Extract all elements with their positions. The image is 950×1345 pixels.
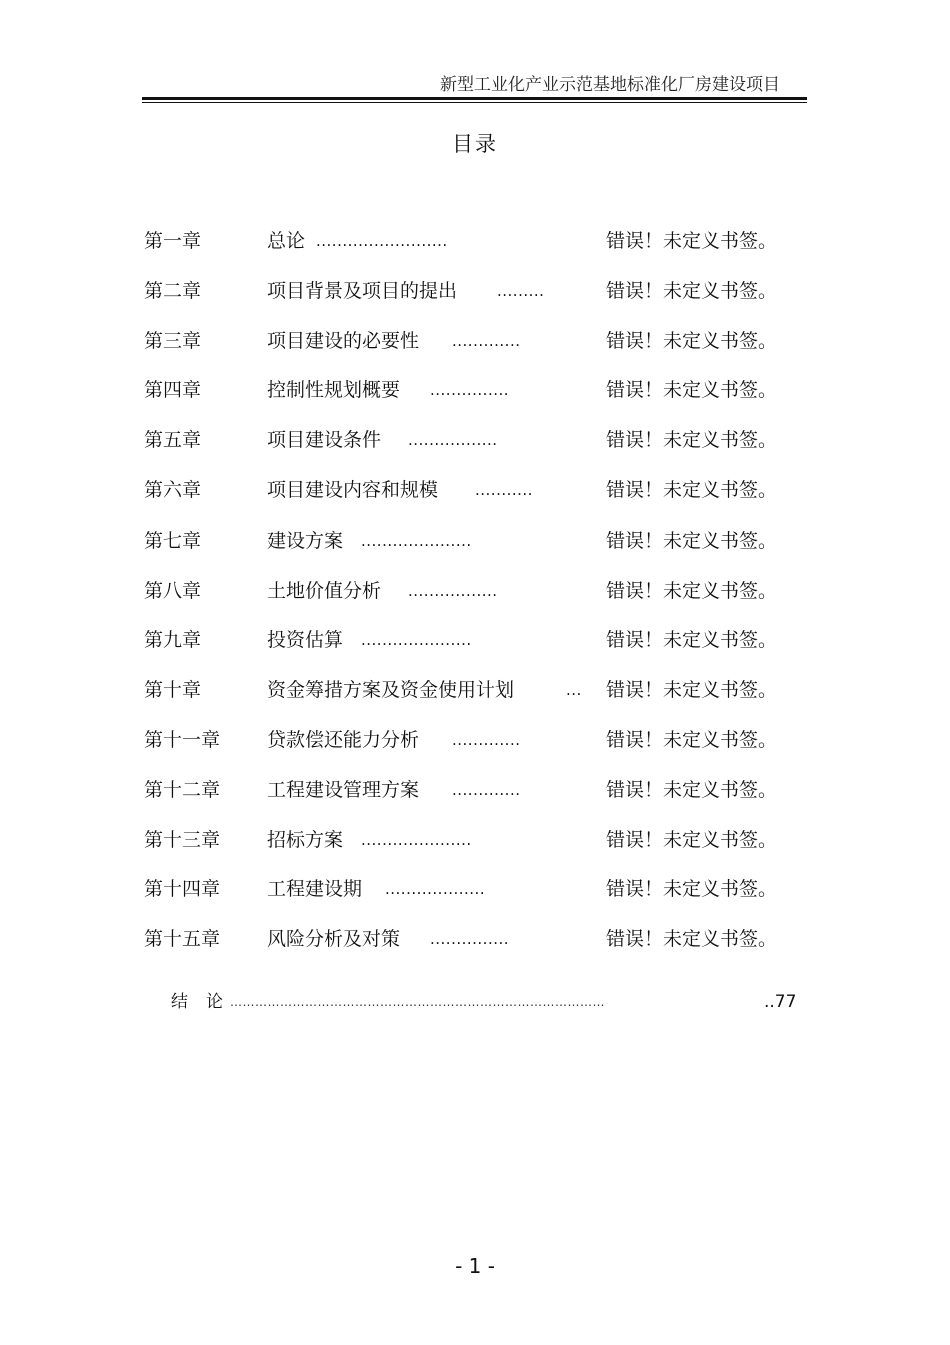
- toc-page-ref: 错误！未定义书签。: [606, 230, 778, 252]
- toc-page-ref: 错误！未定义书签。: [606, 479, 778, 501]
- toc-conclusion[interactable]: [0, 988, 950, 1016]
- toc-leader-dots: .....................: [361, 831, 472, 849]
- toc-chapter: 第二章: [144, 280, 202, 302]
- toc-chapter: 第九章: [144, 629, 202, 651]
- toc-leader-dots: .................: [408, 431, 498, 449]
- toc-entry-title: 风险分析及对策: [267, 928, 401, 950]
- toc-entry-title: 招标方案: [267, 829, 344, 851]
- toc-entry[interactable]: [0, 774, 950, 806]
- toc-chapter: 第七章: [144, 530, 202, 552]
- toc-page-ref: 错误！未定义书签。: [606, 429, 778, 451]
- toc-entry[interactable]: [0, 674, 950, 706]
- toc-leader-dots: ...............: [430, 930, 510, 948]
- footer-page-number: - 1 -: [455, 1254, 495, 1278]
- toc-chapter: 第六章: [144, 479, 202, 501]
- toc-leader-dots: .................: [408, 582, 498, 600]
- running-header-title: 新型工业化产业示范基地标准化厂房建设项目: [440, 75, 780, 95]
- toc-entry[interactable]: [0, 624, 950, 656]
- toc-leader-dots: .....................: [361, 631, 472, 649]
- toc-leader-dots: .........................: [316, 232, 448, 250]
- toc-chapter: 第十四章: [144, 878, 221, 900]
- toc-title: 目录: [452, 132, 498, 156]
- toc-entry[interactable]: [0, 724, 950, 756]
- toc-entry[interactable]: [0, 275, 950, 307]
- toc-entry[interactable]: [0, 575, 950, 607]
- toc-chapter: 第一章: [144, 230, 202, 252]
- toc-page-ref: 错误！未定义书签。: [606, 729, 778, 751]
- toc-page-ref: 错误！未定义书签。: [606, 928, 778, 950]
- toc-chapter: 第十三章: [144, 829, 221, 851]
- toc-entry[interactable]: [0, 424, 950, 456]
- conclusion-page-number: ..77: [764, 992, 797, 1012]
- toc-page-ref: 错误！未定义书签。: [606, 779, 778, 801]
- toc-entry-title: 投资估算: [267, 629, 344, 651]
- toc-leader-dots: .............: [452, 731, 521, 749]
- toc-leader-dots: .....................: [361, 532, 472, 550]
- toc-page-ref: 错误！未定义书签。: [606, 330, 778, 352]
- toc-page-ref: 错误！未定义书签。: [606, 530, 778, 552]
- toc-entry-title: 工程建设管理方案: [267, 779, 420, 801]
- conclusion-leader-dots: ………………………………………………………………………………: [230, 995, 605, 1009]
- toc-chapter: 第十一章: [144, 729, 221, 751]
- toc-entry-title: 土地价值分析: [267, 580, 382, 602]
- toc-entry[interactable]: [0, 225, 950, 257]
- toc-entry[interactable]: [0, 923, 950, 955]
- toc-chapter: 第四章: [144, 379, 202, 401]
- toc-chapter: 第十五章: [144, 928, 221, 950]
- toc-entry[interactable]: [0, 525, 950, 557]
- toc-entry-title: 项目建设条件: [267, 429, 382, 451]
- toc-entry-title: 资金筹措方案及资金使用计划: [267, 679, 515, 701]
- toc-page-ref: 错误！未定义书签。: [606, 580, 778, 602]
- toc-entry[interactable]: [0, 474, 950, 506]
- toc-entry[interactable]: [0, 374, 950, 406]
- toc-entry-title: 建设方案: [267, 530, 344, 552]
- toc-chapter: 第五章: [144, 429, 202, 451]
- toc-entry-title: 总论: [267, 230, 306, 252]
- toc-page-ref: 错误！未定义书签。: [606, 280, 778, 302]
- toc-leader-dots: ...: [566, 681, 582, 699]
- toc-page-ref: 错误！未定义书签。: [606, 878, 778, 900]
- toc-leader-dots: ...........: [475, 481, 533, 499]
- toc-entry-title: 项目建设内容和规模: [267, 479, 439, 501]
- toc-leader-dots: .............: [452, 781, 521, 799]
- toc-chapter: 第八章: [144, 580, 202, 602]
- toc-entry-title: 控制性规划概要: [267, 379, 401, 401]
- toc-page-ref: 错误！未定义书签。: [606, 379, 778, 401]
- toc-leader-dots: ...............: [430, 381, 510, 399]
- toc-entry-title: 项目建设的必要性: [267, 330, 420, 352]
- toc-entry[interactable]: [0, 873, 950, 905]
- conclusion-label: 结论: [171, 992, 241, 1012]
- toc-leader-dots: .........: [497, 282, 545, 300]
- toc-entry[interactable]: [0, 325, 950, 357]
- toc-entry-title: 工程建设期: [267, 878, 363, 900]
- toc-entry[interactable]: [0, 824, 950, 856]
- toc-chapter: 第十章: [144, 679, 202, 701]
- toc-entry-title: 项目背景及项目的提出: [267, 280, 458, 302]
- toc-page-ref: 错误！未定义书签。: [606, 679, 778, 701]
- toc-leader-dots: .............: [452, 332, 521, 350]
- toc-page-ref: 错误！未定义书签。: [606, 829, 778, 851]
- toc-entry-title: 贷款偿还能力分析: [267, 729, 420, 751]
- toc-chapter: 第三章: [144, 330, 202, 352]
- toc-page-ref: 错误！未定义书签。: [606, 629, 778, 651]
- toc-chapter: 第十二章: [144, 779, 221, 801]
- toc-leader-dots: ...................: [385, 880, 486, 898]
